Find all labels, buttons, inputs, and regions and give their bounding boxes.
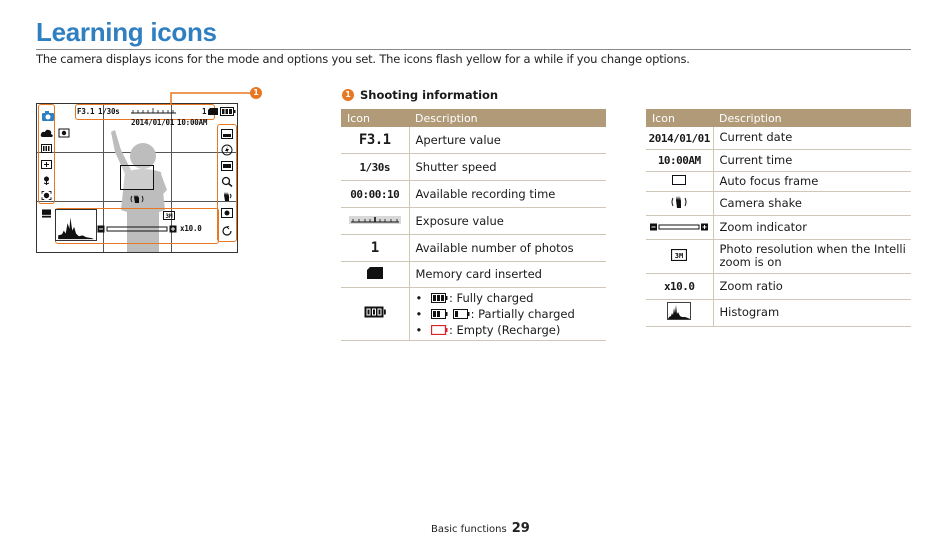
scr-battery-icon [220,107,236,116]
scr-histogram [55,209,97,241]
recording-time-icon: 00:00:10 [350,187,400,201]
scr-mode-icon [41,110,55,122]
row-description: Available number of photos [409,234,606,261]
table-row [646,215,911,239]
table-row [646,191,911,215]
battery-partial-label: : Partially charged [470,306,575,321]
table-row [646,171,911,191]
row-description: Zoom ratio [713,273,911,299]
callout-number-1: 1 [250,87,262,99]
scr-photos: 1 [202,107,207,116]
scr-time: 10:00AM [177,118,208,127]
scr-iso-icon [221,161,233,171]
footer-section: Basic functions [431,524,507,535]
battery-partial-icon [431,309,448,319]
table-row [341,287,606,340]
table-row [646,149,911,171]
scr-zoom-ratio: x10.0 [180,224,202,233]
intelli-resolution-icon [671,249,687,261]
row-description: Memory card inserted [409,261,606,287]
table-row [341,234,606,261]
page-footer [431,521,530,536]
scr-shake-icon [130,194,144,204]
scr-face-detect-icon [41,191,52,200]
table-row [341,180,606,207]
camera-screen-diagram [36,103,238,253]
scr-card-icon [208,108,218,115]
exposure-scale-icon [349,214,401,225]
scr-shutter: 1/30s [98,107,120,116]
table-header-row [341,109,606,127]
row-description: Auto focus frame [713,171,911,191]
table-row [341,153,606,180]
table-header-row [646,109,911,127]
row-description: Current time [713,149,911,171]
header-description: Description [713,109,911,127]
memory-card-icon [367,267,383,279]
table-row [341,127,606,153]
battery-empty-label: : Empty (Recharge) [448,322,561,337]
table-row [341,261,606,287]
scr-zoom-indicator [97,225,177,233]
scr-aperture: F3.1 [77,107,95,116]
shake-hand-icon [670,195,688,209]
row-description: Zoom indicator [713,215,911,239]
intro-text: The camera displays icons for the mode and options you set. The icons flash yellow for a while if you change options. [36,52,690,66]
battery-low-icon [453,309,470,319]
title-divider [36,49,911,50]
scr-zoom-search-icon [221,176,233,187]
row-description: Aperture value [409,127,606,153]
page-title: Learning icons [36,17,217,47]
scr-size-icon [221,129,233,139]
section-number-badge: 1 [342,89,354,101]
shooting-info-table-left [341,109,606,341]
scr-burst-icon [41,144,52,153]
battery-empty-icon [431,325,448,335]
scr-flash-icon [221,144,233,156]
row-description: Current date [713,127,911,149]
list-item [416,306,607,322]
row-description: Photo resolution when the Intelli zoom is on [713,239,911,273]
callout-leader-line [170,92,252,106]
shooting-info-table-right [646,109,911,327]
scr-wb-icon [221,208,233,218]
section-heading-text: Shooting information [360,88,499,102]
photo-count-icon: 1 [370,239,379,256]
histogram-icon [667,302,691,320]
scr-timer-icon [221,226,233,237]
af-frame-icon [672,175,686,185]
table-row [646,273,911,299]
row-description: Histogram [713,299,911,326]
current-time-icon: 10:00AM [657,154,701,167]
zoom-ratio-icon: x10.0 [663,280,695,293]
header-icon: Icon [646,109,713,127]
aperture-value-icon: F3.1 [358,131,391,148]
row-description: Shutter speed [409,153,606,180]
scr-cloud-icon [40,128,54,138]
page-number: 29 [511,521,530,536]
header-icon: Icon [341,109,409,127]
scr-exposure-icon [130,107,177,115]
header-description: Description [409,109,606,127]
scr-ev-icon [41,160,52,169]
row-description: Available recording time [409,180,606,207]
battery-full-label: : Fully charged [448,290,534,305]
scr-metering-icon [41,209,52,218]
current-date-icon: 2014/01/01 [648,131,710,145]
row-description: Camera shake [713,191,911,215]
table-row [341,207,606,234]
scr-face-icon [58,128,70,138]
list-item [416,290,607,306]
table-row [646,127,911,149]
svg-text:3M: 3M [165,213,173,220]
scr-flower-icon [41,176,52,185]
shutter-speed-icon: 1/30s [359,160,391,174]
battery-full-small-icon [431,293,448,303]
scr-resolution-icon [163,211,175,220]
battery-full-icon [364,306,386,318]
zoom-indicator-icon [650,223,708,231]
list-item [416,322,607,338]
battery-status-list [416,288,607,340]
scr-date: 2014/01/01 [131,118,175,127]
screen-af-frame [120,165,154,190]
table-row [646,299,911,326]
shooting-info-heading [342,88,498,102]
svg-text:3M: 3M [675,251,684,260]
scr-ois-icon [221,191,233,202]
row-description: Exposure value [409,207,606,234]
table-row [646,239,911,273]
